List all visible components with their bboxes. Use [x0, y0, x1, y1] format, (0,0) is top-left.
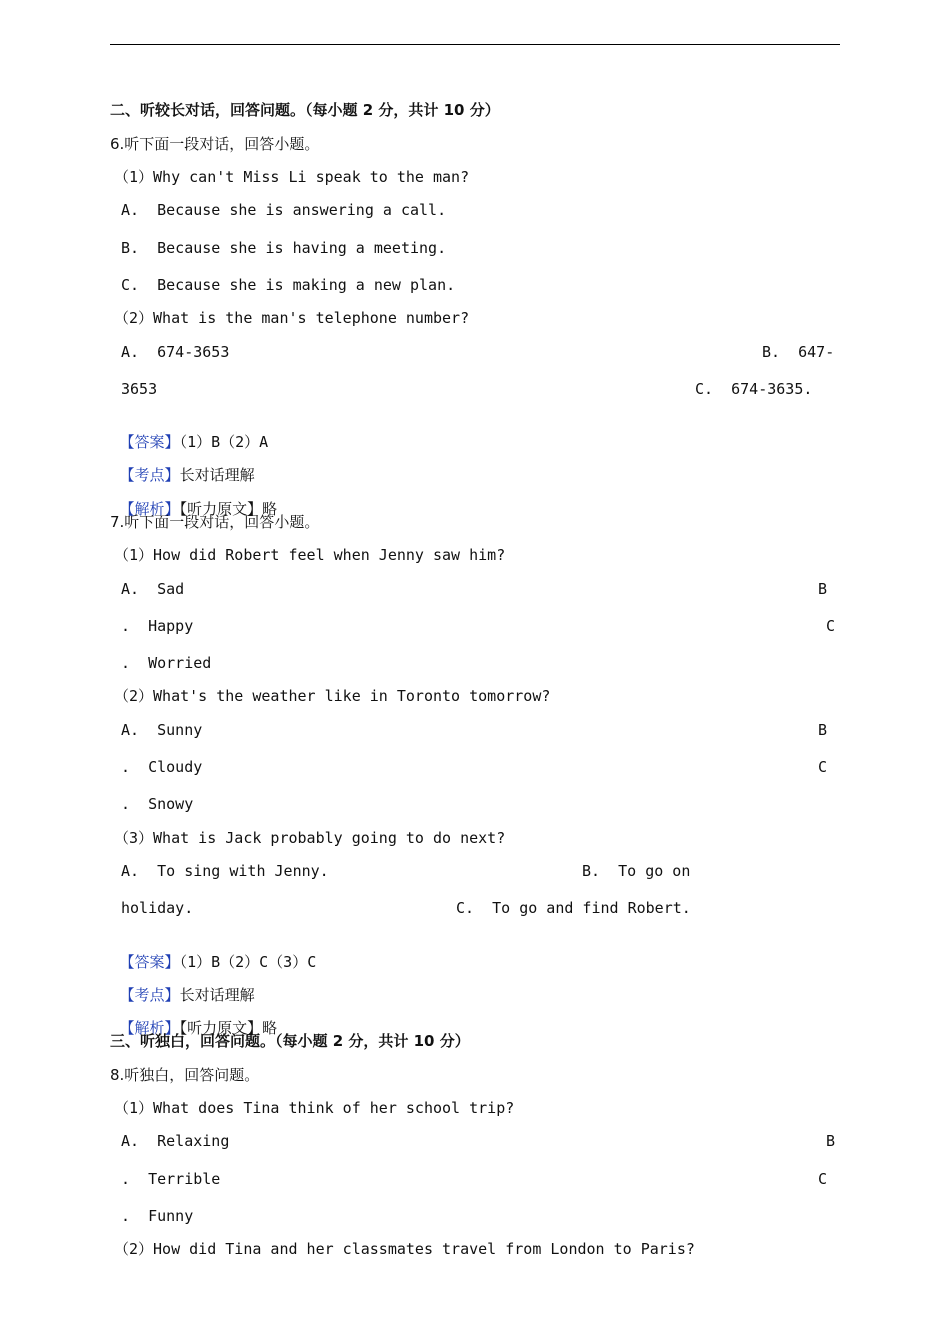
option-c: . Snowy	[121, 795, 194, 813]
question-stem: 8.听独白，回答问题。	[110, 1066, 260, 1084]
question-stem: 6.听下面一段对话，回答小题。	[110, 135, 320, 153]
option-c-letter: C	[818, 758, 828, 776]
option-a: A. Sad	[121, 580, 185, 598]
option-a: A. 674-3653	[121, 343, 230, 361]
sub-question: （1）How did Robert feel when Jenny saw him?	[114, 546, 506, 564]
analysis-tag: 【解析】	[119, 500, 180, 518]
option-c-letter: C	[818, 1170, 828, 1188]
header-rule	[110, 44, 840, 45]
option-b-wrap: 3653	[121, 380, 158, 398]
option-c: . Funny	[121, 1207, 194, 1225]
sub-question: （3）What is Jack probably going to do next?	[114, 829, 506, 847]
option-b: . Cloudy	[121, 758, 203, 776]
option-c: C. To go and find Robert.	[456, 899, 691, 917]
analysis-text: 【听力原文】略	[179, 500, 278, 518]
option-b-letter: B	[818, 721, 828, 739]
option-a: A. Relaxing	[121, 1132, 230, 1150]
point-text: 长对话理解	[179, 466, 255, 484]
option-b: . Happy	[121, 617, 194, 635]
option-b-letter: B	[818, 580, 828, 598]
option-c: C. 674-3635.	[695, 380, 813, 398]
analysis-tag: 【解析】	[119, 1019, 180, 1037]
option-a: A. Because she is answering a call.	[121, 201, 447, 219]
option-b-wrap: holiday.	[121, 899, 194, 917]
option-b: . Terrible	[121, 1170, 221, 1188]
answer-tag: 【答案】	[119, 953, 180, 971]
option-b: B. To go on	[582, 862, 691, 880]
sub-question: （2）How did Tina and her classmates travel from London to Paris?	[114, 1240, 695, 1258]
option-b-letter: B	[826, 1132, 836, 1150]
section-heading: 三、听独白，回答问题。（每小题 2 分，共计 10 分）	[110, 1032, 470, 1050]
point-tag: 【考点】	[119, 986, 180, 1004]
sub-question: （2）What is the man's telephone number?	[114, 309, 470, 327]
option-a: A. To sing with Jenny.	[121, 862, 329, 880]
option-a: A. Sunny	[121, 721, 203, 739]
point-tag: 【考点】	[119, 466, 180, 484]
question-stem: 7.听下面一段对话，回答小题。	[110, 513, 320, 531]
option-b: B. 647-	[762, 343, 835, 361]
option-b: B. Because she is having a meeting.	[121, 239, 447, 257]
section-heading: 二、听较长对话，回答问题。（每小题 2 分，共计 10 分）	[110, 101, 500, 119]
point-text: 长对话理解	[179, 986, 255, 1004]
option-c-letter: C	[826, 617, 836, 635]
answer-tag: 【答案】	[119, 433, 180, 451]
option-c: C. Because she is making a new plan.	[121, 276, 456, 294]
option-c: . Worried	[121, 654, 212, 672]
sub-question: （1）What does Tina think of her school trip?	[114, 1099, 515, 1117]
sub-question: （1）Why can't Miss Li speak to the man?	[114, 168, 470, 186]
answer-text: （1）B（2）C（3）C	[179, 953, 317, 971]
answer-text: （1）B（2）A	[179, 433, 269, 451]
analysis-text: 【听力原文】略	[179, 1019, 278, 1037]
sub-question: （2）What's the weather like in Toronto tomorrow?	[114, 687, 551, 705]
